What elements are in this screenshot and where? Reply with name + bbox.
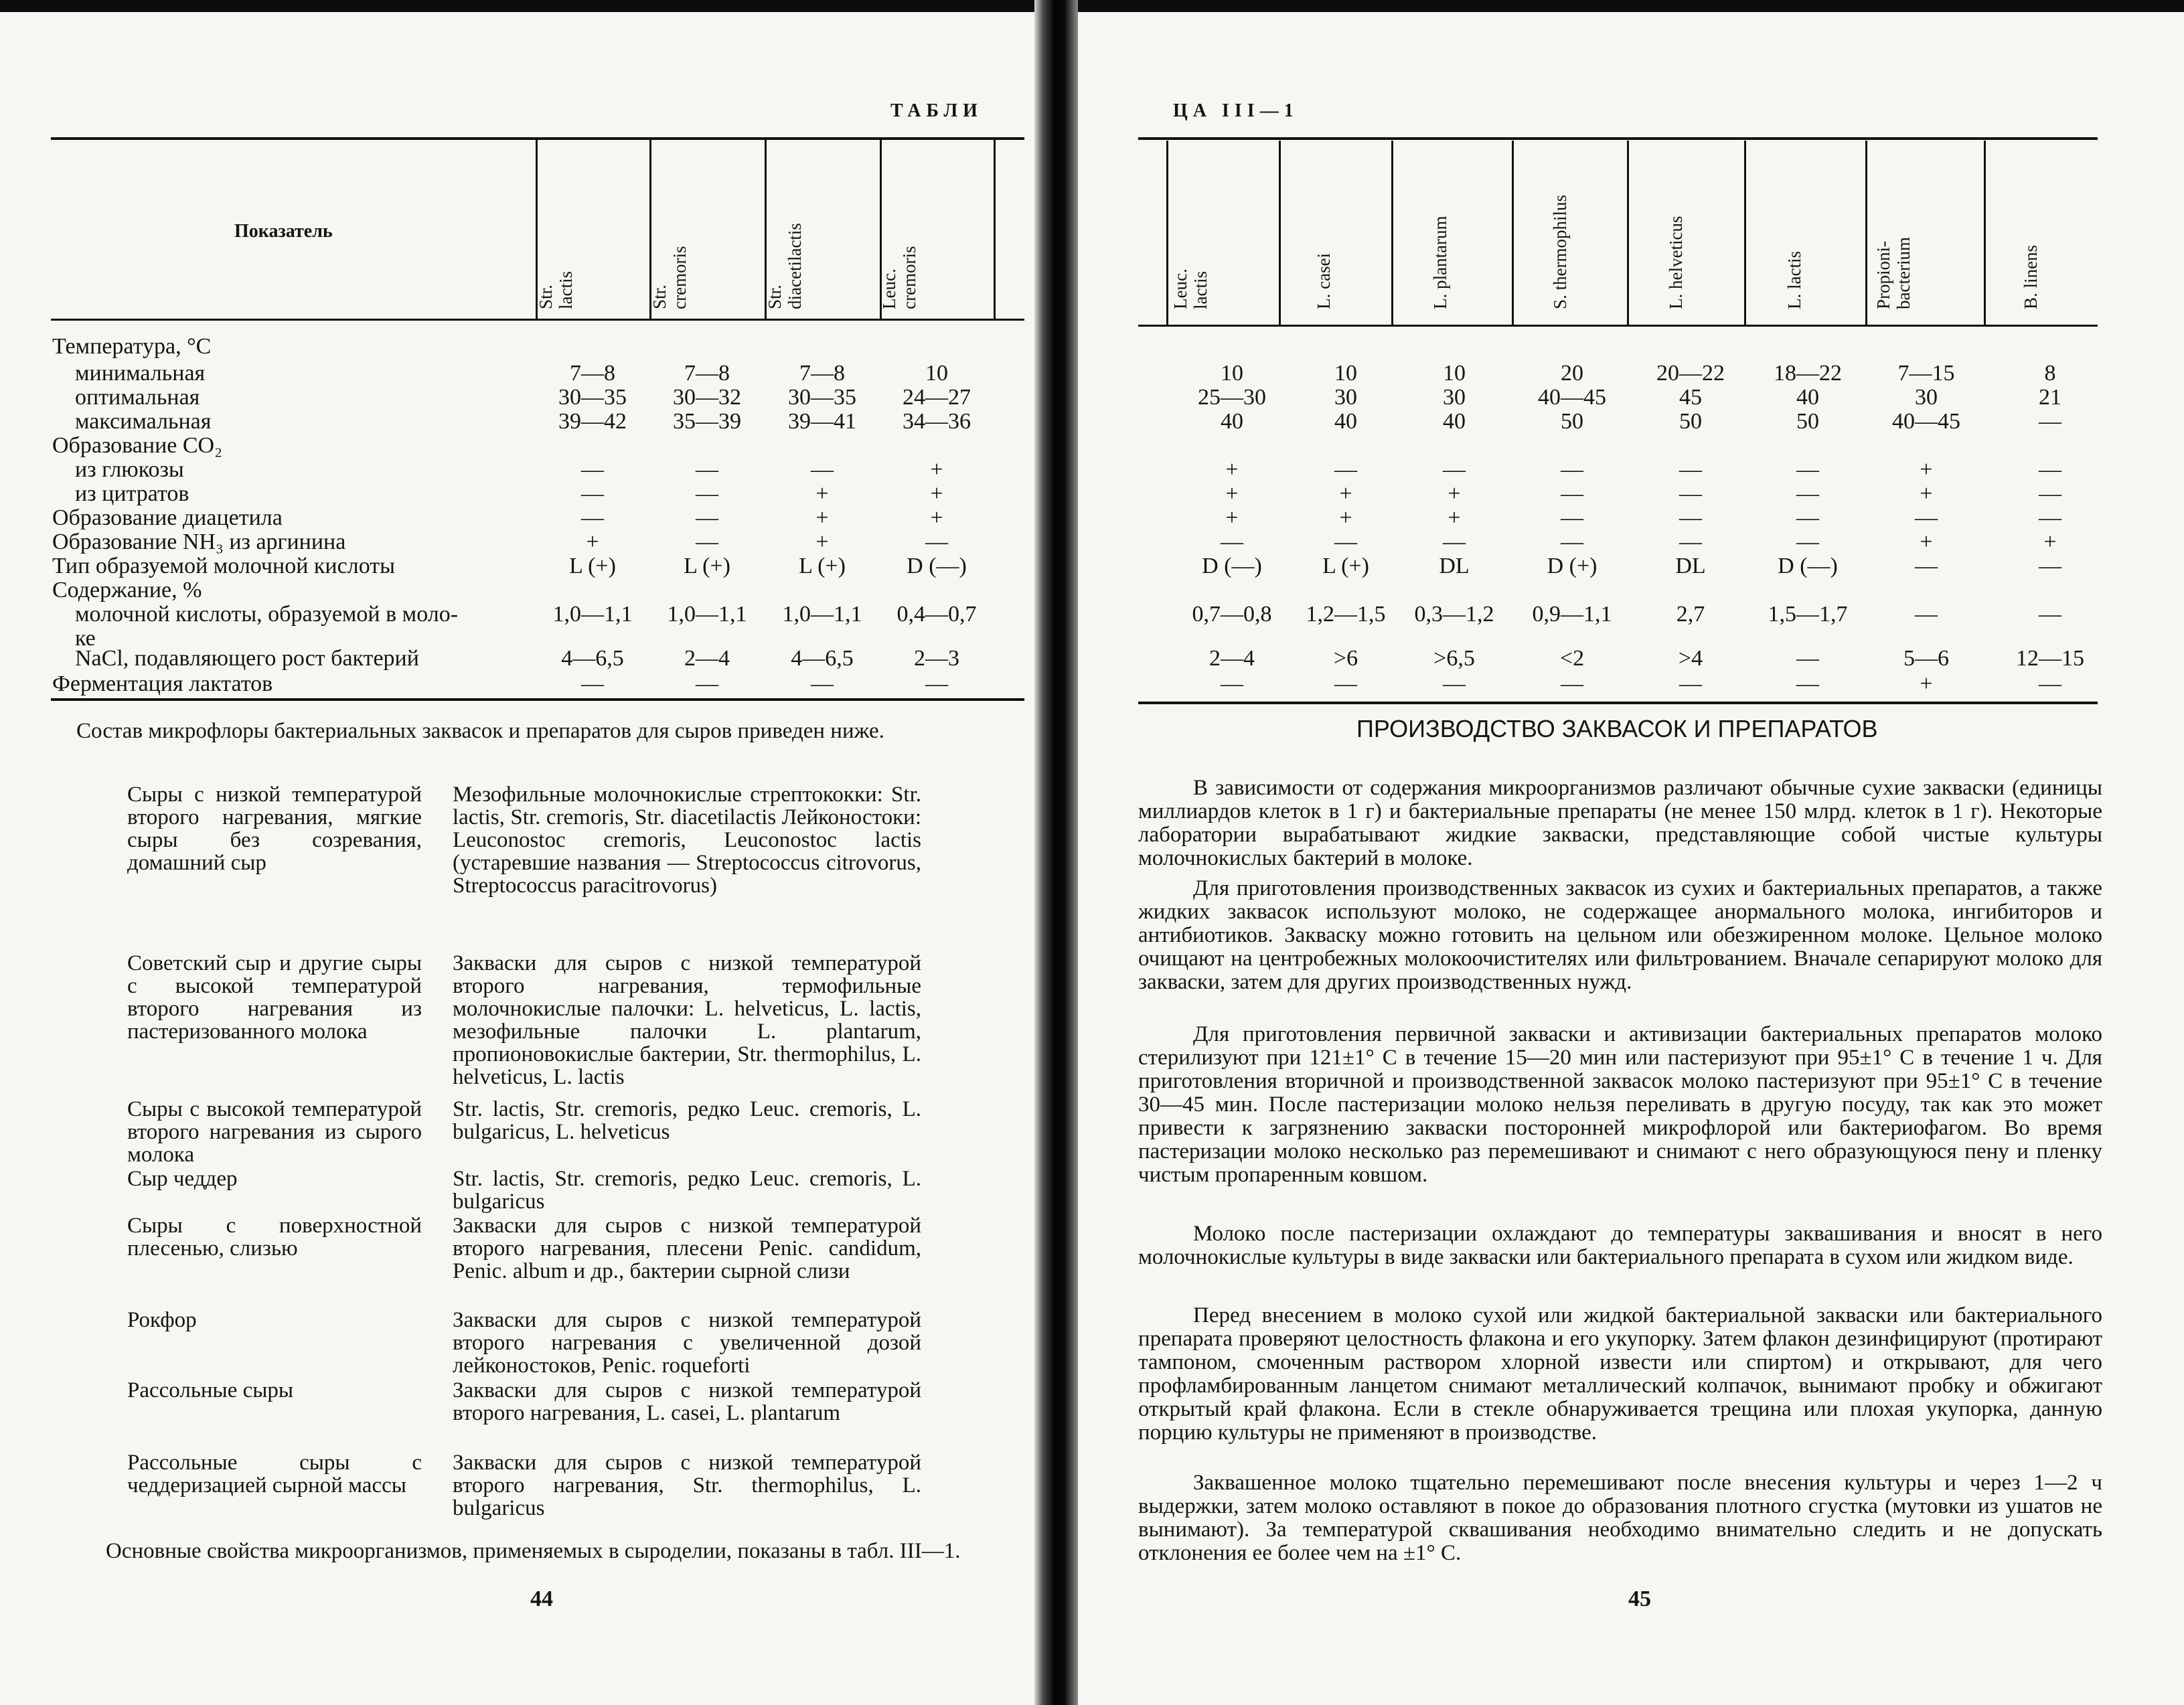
table-cell: +: [1339, 505, 1352, 530]
culture-list: Закваски для сыров с низкой температурой второго нагревания, L. casei, L. plantarum: [453, 1378, 921, 1425]
row-label: из глюкозы: [75, 457, 184, 482]
table-cell: 50: [1679, 409, 1702, 434]
culture-list: Str. lactis, Str. cremoris, редко Leuc. cremoris, L. bulgaricus, L. helveticus: [453, 1097, 921, 1144]
table-cell: <2: [1559, 646, 1585, 671]
cheese-name: Рассольные сыры с чеддеризацией сырной массы: [127, 1451, 422, 1497]
table-cell: 30: [1915, 385, 1938, 410]
table-cell: —: [811, 457, 834, 482]
intro-paragraph: Состав микрофлоры бактериальных заквасок и препаратов для сыров приведен ниже.: [76, 719, 884, 743]
table-cell: L (+): [684, 554, 730, 578]
table-cell: >6,5: [1433, 646, 1475, 671]
table-cell: —: [1679, 457, 1702, 482]
row-label: молочной кислоты, образуемой в моло-: [75, 602, 459, 627]
table-cell: —: [581, 481, 604, 506]
table-cell: —: [811, 671, 834, 696]
culture-list: Закваски для сыров с низкой температурой второго нагревания, термофильные молочнокислые палочки: L. helveticus, L. lactis, мезофильные палочки L. plantarum, пропионовокислые бактерии, Str. thermophilus, L. helveticus, L. lactis: [453, 951, 921, 1089]
page-number-left: 44: [530, 1587, 553, 1611]
table-cell: —: [1334, 671, 1357, 696]
table-cell: 7—8: [684, 361, 730, 386]
table-cell: +: [1920, 530, 1933, 554]
table-cell: —: [1443, 671, 1466, 696]
table-cell: 0,9—1,1: [1532, 602, 1612, 627]
table-cell: 45: [1679, 385, 1702, 410]
table-cell: L (+): [1322, 554, 1369, 578]
table-cell: —: [1915, 602, 1938, 627]
column-header: L. helveticus: [1666, 216, 1686, 309]
table-cell: +: [1920, 481, 1933, 506]
table-cell: —: [1796, 530, 1819, 554]
table-cell: —: [1679, 530, 1702, 554]
table-cell: —: [1796, 671, 1819, 696]
table-cell: 10: [925, 361, 948, 386]
cheese-name: Сыры с низкой температурой второго нагревания, мягкие сыры без созревания, домашний сыр: [127, 783, 422, 875]
table-cell: 21: [2039, 385, 2061, 410]
paragraph: Для приготовления первичной закваски и активизации бактериальных препаратов молоко стерилизуют при 121±1° C в течение 15—20 мин или пастеризуют при 95±1° C в течение 1 ч. Для приготовления вторичной и производственной заквасок молоко пастеризуют при 95±1° C в течение 30—45 мин. После пастеризации молоко нельзя переливать в другую посуду, так как это может привести к загрязнению закваски посторонней микрофлорой или бактериофагом. Во время пастеризации молоко несколько раз перемешивают и снимают с него образующуюся пену и пленку чистым пропаренным ковшом.: [1138, 1022, 2102, 1187]
row-label: Образование диацетила: [52, 505, 283, 530]
table-cell: —: [2039, 505, 2061, 530]
table-cell: —: [1334, 530, 1357, 554]
table-cell: —: [1334, 457, 1357, 482]
table-caption-left: ТАБЛИ: [890, 100, 983, 121]
column-divider: [1984, 141, 1986, 325]
table-header-rule: [51, 319, 1024, 321]
table-cell: 7—15: [1897, 361, 1955, 386]
table-cell: +: [930, 505, 943, 530]
table-cell: 10: [1221, 361, 1243, 386]
table-cell: 1,2—1,5: [1306, 602, 1386, 627]
paragraph: Заквашенное молоко тщательно перемешивают после внесения культуры и через 1—2 ч выдержки, затем молоко оставляют в покое до образования плотного сгустка (мутовки из ушатов не вынимают). За температурой сквашивания необходимо внимательно следить и не допускать отклонения ее более чем на ±1° C.: [1138, 1471, 2102, 1565]
table-cell: D (+): [1547, 554, 1597, 578]
table-cell: —: [696, 481, 718, 506]
table-cell: 50: [1561, 409, 1583, 434]
table-cell: —: [1679, 481, 1702, 506]
table-cell: D (—): [1202, 554, 1262, 578]
table-cell: +: [1920, 671, 1933, 696]
row-label: Содержание, %: [52, 578, 202, 602]
row-label: оптимальная: [75, 385, 200, 410]
table-cell: 2—4: [1209, 646, 1255, 671]
column-header: Propioni- bacterium: [1873, 237, 1914, 309]
table-cell: 24—27: [903, 385, 971, 410]
row-label: Образование CO₂: [52, 433, 222, 458]
row-label: максимальная: [75, 409, 212, 434]
table-cell: 34—36: [903, 409, 971, 434]
table-cell: +: [1225, 505, 1239, 530]
table-cell: —: [1561, 481, 1583, 506]
table-cell: +: [1225, 457, 1239, 482]
table-cell: 39—41: [788, 409, 856, 434]
table-cell: L (+): [569, 554, 616, 578]
column-header: Leuc. cremoris: [879, 246, 919, 309]
table-cell: —: [1796, 646, 1819, 671]
table-cell: +: [586, 530, 599, 554]
culture-list: Str. lactis, Str. cremoris, редко Leuc. cremoris, L. bulgaricus: [453, 1167, 921, 1214]
table-cell: —: [1679, 505, 1702, 530]
table-cell: >4: [1678, 646, 1703, 671]
table-cell: —: [1443, 457, 1466, 482]
table-cell: —: [696, 457, 718, 482]
table-cell: 39—42: [558, 409, 627, 434]
table-cell: 40: [1334, 409, 1357, 434]
cheese-name: Сыры с высокой температурой второго нагревания из сырого молока: [127, 1097, 422, 1167]
column-header: L. casei: [1314, 253, 1334, 309]
row-label: Образование NH₃ из аргинина: [52, 530, 346, 554]
table-cell: >6: [1333, 646, 1358, 671]
table-cell: —: [1561, 505, 1583, 530]
table-cell: 40—45: [1892, 409, 1960, 434]
column-divider: [1865, 141, 1867, 325]
row-label: Ферментация лактатов: [52, 671, 273, 696]
table-bottom-rule: [51, 698, 1024, 701]
culture-list: Закваски для сыров с низкой температурой второго нагревания, плесени Penic. candidum, Penic. album и др., бактерии сырной слизи: [453, 1214, 921, 1283]
indicator-header: Показатель: [234, 221, 333, 242]
table-cell: —: [1679, 671, 1702, 696]
table-bottom-rule: [1138, 702, 2098, 704]
table-cell: 7—8: [570, 361, 615, 386]
table-cell: —: [696, 505, 718, 530]
table-cell: —: [2039, 602, 2061, 627]
column-header: Str. diacetilactis: [765, 223, 805, 309]
table-cell: +: [930, 457, 943, 482]
table-cell: —: [1221, 671, 1243, 696]
table-cell: 25—30: [1198, 385, 1266, 410]
table-cell: 18—22: [1774, 361, 1842, 386]
table-cell: +: [1920, 457, 1933, 482]
row-label: NaCl, подавляющего рост бактерий: [75, 646, 419, 671]
table-cell: 1,0—1,1: [552, 602, 633, 627]
column-divider: [994, 139, 996, 319]
table-top-rule: [51, 137, 1024, 140]
table-cell: 0,3—1,2: [1414, 602, 1494, 627]
table-cell: 30: [1334, 385, 1357, 410]
paragraph: Молоко после пастеризации охлаждают до температуры заквашивания и вносят в него молочнокислые культуры в виде закваски или бактериального препарата в сухом или жидком виде.: [1138, 1222, 2102, 1269]
table-cell: +: [1448, 481, 1461, 506]
table-cell: —: [581, 457, 604, 482]
column-divider: [1279, 141, 1281, 325]
row-label: минимальная: [75, 361, 206, 386]
row-label: ке: [75, 626, 96, 651]
table-caption-right: ЦА III—1: [1173, 100, 1299, 121]
table-cell: 40: [1221, 409, 1243, 434]
book-spine: [1034, 0, 1078, 1705]
column-header: L. lactis: [1784, 251, 1804, 309]
row-label: Температура, °C: [52, 334, 212, 359]
table-cell: 5—6: [1903, 646, 1949, 671]
cheese-name: Рокфор: [127, 1308, 197, 1332]
cheese-name: Рассольные сыры: [127, 1378, 294, 1402]
culture-list: Мезофильные молочнокислые стрептококки: Str. lactis, Str. cremoris, Str. diacetilactis Лейконостоки: Leuconostoc cremoris, Leuconostoc lactis (устаревшие названия — Streptococcus citrovorus, Streptococcus paracitrovorus): [453, 783, 921, 898]
table-cell: —: [1915, 554, 1938, 578]
table-cell: —: [2039, 457, 2061, 482]
table-cell: —: [1221, 530, 1243, 554]
table-cell: +: [930, 481, 943, 506]
column-divider: [1391, 141, 1393, 325]
table-cell: 2—4: [684, 646, 730, 671]
section-heading: ПРОИЗВОДСТВО ЗАКВАСОК И ПРЕПАРАТОВ: [1356, 715, 1878, 742]
table-cell: 50: [1796, 409, 1819, 434]
table-cell: 40: [1796, 385, 1819, 410]
table-cell: 8: [2044, 361, 2056, 386]
table-cell: —: [581, 671, 604, 696]
table-cell: 4—6,5: [561, 646, 624, 671]
table-cell: DL: [1439, 554, 1470, 578]
table-cell: —: [2039, 554, 2061, 578]
table-cell: +: [1339, 481, 1352, 506]
row-label: Тип образуемой молочной кислоты: [52, 554, 395, 578]
table-cell: 4—6,5: [791, 646, 854, 671]
column-header: Leuc. lactis: [1170, 268, 1211, 309]
table-cell: 1,5—1,7: [1768, 602, 1848, 627]
table-cell: 35—39: [673, 409, 741, 434]
table-cell: 10: [1443, 361, 1466, 386]
table-cell: —: [2039, 409, 2061, 434]
table-cell: 30: [1443, 385, 1466, 410]
table-cell: 7—8: [799, 361, 845, 386]
column-header: Str. lactis: [536, 271, 576, 309]
paragraph: В зависимости от содержания микроорганизмов различают обычные сухие закваски (единицы миллиардов клеток в 1 г) и бактериальные препараты (не менее 150 млрд. клеток в 1 г). Некоторые лаборатории вырабатывают жидкие закваски, представляющие собой чистые культуры молочнокислых бактерий в молоке.: [1138, 776, 2102, 870]
table-cell: —: [1915, 505, 1938, 530]
table-cell: +: [1225, 481, 1239, 506]
table-cell: —: [2039, 671, 2061, 696]
table-cell: 12—15: [2016, 646, 2084, 671]
table-cell: 1,0—1,1: [667, 602, 747, 627]
page-number-right: 45: [1628, 1587, 1651, 1611]
table-cell: 2,7: [1676, 602, 1705, 627]
column-header: S. thermophilus: [1550, 194, 1570, 309]
footer-paragraph: Основные свойства микроорганизмов, применяемых в сыроделии, показаны в табл. III—1.: [106, 1539, 961, 1563]
column-divider: [1166, 141, 1168, 325]
column-divider: [1627, 141, 1629, 325]
table-cell: DL: [1675, 554, 1706, 578]
table-cell: D (—): [907, 554, 967, 578]
cheese-name: Сыры с поверхностной плесенью, слизью: [127, 1214, 422, 1261]
table-cell: 0,7—0,8: [1192, 602, 1272, 627]
table-cell: 20: [1561, 361, 1583, 386]
table-cell: 20—22: [1656, 361, 1725, 386]
table-cell: —: [925, 530, 948, 554]
column-divider: [1744, 141, 1746, 325]
column-header: Str. cremoris: [649, 246, 690, 309]
table-top-rule: [1138, 137, 2098, 140]
table-cell: 40—45: [1538, 385, 1606, 410]
table-header-rule: [1138, 325, 2098, 327]
paragraph: Перед внесением в молоко сухой или жидкой бактериальной закваски или бактериального препарата проверяют целостность флакона и его укупорку. Затем флакон дезинфицируют (протирают тампоном, смоченным раствором хлорной извести или спиртом) и открывают, для чего профламбированным ланцетом снимают металлический колпачок, вынимают пробку и обжигают открытый край флакона. Если в стекле обнаруживается трещина или плохая укупорка, данную порцию культуры не применяют в производстве.: [1138, 1303, 2102, 1445]
column-divider: [1512, 141, 1514, 325]
table-cell: 30—32: [673, 385, 741, 410]
table-cell: —: [1561, 457, 1583, 482]
cheese-name: Сыр чеддер: [127, 1167, 238, 1191]
table-cell: L (+): [799, 554, 846, 578]
table-cell: 30—35: [558, 385, 627, 410]
table-cell: —: [1796, 457, 1819, 482]
column-header: B. linens: [2021, 244, 2041, 309]
table-cell: —: [696, 530, 718, 554]
cheese-name: Советский сыр и другие сыры с высокой температурой второго нагревания из пастеризованного молока: [127, 951, 422, 1044]
table-cell: +: [815, 530, 829, 554]
culture-list: Закваски для сыров с низкой температурой второго нагревания с увеличенной дозой лейконостоков, Penic. roqueforti: [453, 1308, 921, 1378]
table-cell: 0,4—0,7: [896, 602, 977, 627]
table-cell: +: [815, 481, 829, 506]
row-label: из цитратов: [75, 481, 189, 506]
top-shadow-left: [0, 0, 1034, 12]
table-cell: 30—35: [788, 385, 856, 410]
table-cell: 2—3: [914, 646, 959, 671]
column-header: L. plantarum: [1430, 216, 1450, 309]
table-cell: +: [1448, 505, 1461, 530]
table-cell: —: [696, 671, 718, 696]
table-cell: —: [1561, 671, 1583, 696]
top-shadow-right: [1078, 0, 2184, 12]
paragraph: Для приготовления производственных заквасок из сухих и бактериальных препаратов, а также жидких заквасок используют молоко, не содержащее анормального молока, ингибиторов и антибиотиков. Закваску можно готовить на цельном или обезжиренном молоке. Цельное молоко очищают на центробежных молокоочистителях или фильтрованием. Вначале сепарируют молоко для закваски, затем для других производственных нужд.: [1138, 876, 2102, 994]
table-cell: —: [581, 505, 604, 530]
table-cell: —: [925, 671, 948, 696]
table-cell: +: [2043, 530, 2057, 554]
table-cell: D (—): [1778, 554, 1838, 578]
table-cell: 10: [1334, 361, 1357, 386]
table-cell: 40: [1443, 409, 1466, 434]
culture-list: Закваски для сыров с низкой температурой второго нагревания, Str. thermophilus, L. bulgaricus: [453, 1451, 921, 1520]
table-cell: —: [2039, 481, 2061, 506]
table-cell: —: [1796, 505, 1819, 530]
table-cell: +: [815, 505, 829, 530]
table-cell: —: [1796, 481, 1819, 506]
table-cell: 1,0—1,1: [782, 602, 862, 627]
table-cell: —: [1561, 530, 1583, 554]
table-cell: —: [1443, 530, 1466, 554]
